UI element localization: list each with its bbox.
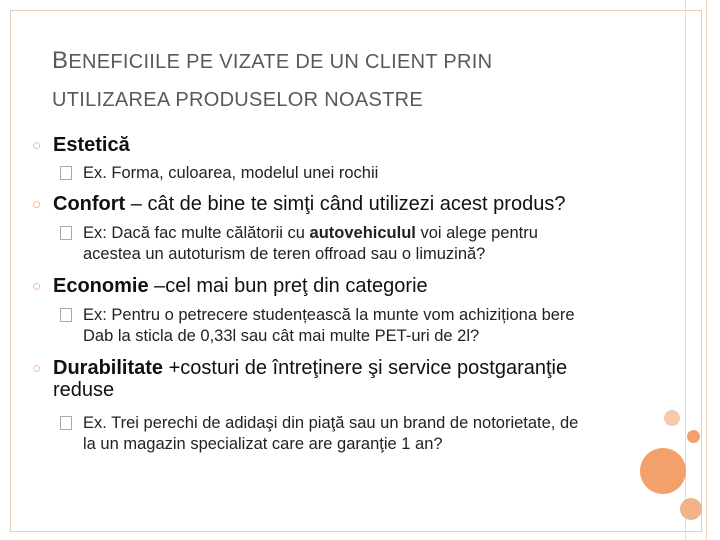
sub-bullet-text: Ex: Dacă fac multe călătorii cu autovehiculul voi alege pentru acestea un autoturism de teren offroad sau o limuzină? xyxy=(83,224,538,263)
sub-bullet-text: Ex. Trei perechi de adidaşi din piaţă sau un brand de notorietate, de la un magazin specializat care are garanţie 1 an? xyxy=(83,414,579,453)
slide-title xyxy=(52,42,492,119)
bullet-marker-icon: ○ xyxy=(32,196,42,213)
sub-bullet-icon xyxy=(60,308,72,322)
bullet-marker-icon: ○ xyxy=(32,360,42,377)
decorative-rule xyxy=(706,0,707,540)
decorative-rule xyxy=(685,0,686,540)
decorative-circle xyxy=(680,498,702,520)
sub-bullet-text: Ex. Forma, culoarea, modelul unei rochii xyxy=(83,164,379,182)
bullet-heading: Economie –cel mai bun preţ din categorie xyxy=(53,275,428,297)
title-line-1: BENEFICIILE PE VIZATE DE UN CLIENT PRIN xyxy=(52,47,493,74)
sub-bullet-icon xyxy=(60,226,72,240)
bullet-marker-icon: ○ xyxy=(32,278,42,295)
sub-bullet-icon xyxy=(60,166,72,180)
bullet-heading: Durabilitate +costuri de întreţinere şi service postgaranţie reduse xyxy=(53,357,568,401)
decorative-circle xyxy=(687,430,700,443)
bullet-marker-icon: ○ xyxy=(32,137,42,154)
title-line-2: UTILIZAREA PRODUSELOR NOASTRE xyxy=(52,89,423,111)
bullet-heading: Estetică xyxy=(53,134,130,156)
sub-bullet-text: Ex: Pentru o petrecere studențească la munte vom achiziționa bere Dab la sticla de 0,33l sau cât mai multe PET-uri de 2l? xyxy=(83,306,575,345)
sub-bullet-icon xyxy=(60,416,72,430)
bullet-heading: Confort – cât de bine te simţi când utilizezi acest produs? xyxy=(53,193,566,215)
